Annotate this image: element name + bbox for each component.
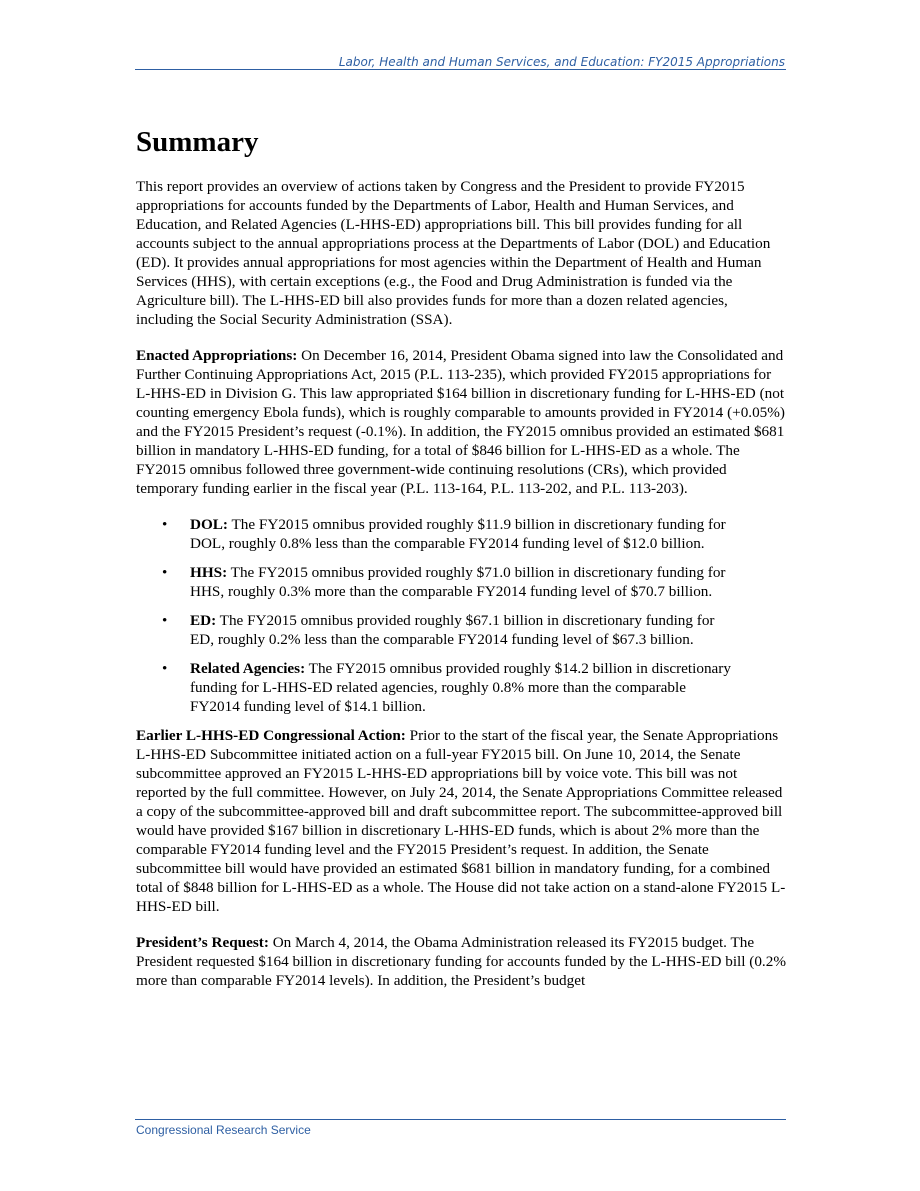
agency-bullet-list [136,515,731,716]
footer-rule [135,1119,786,1120]
enacted-label: Enacted Appropriations: [136,347,298,364]
bullet-text: The FY2015 omnibus provided roughly $11.9 billion in discretionary funding for DOL, roughly 0.8% less than the comparable FY2014 funding level of $12.0 billion. [190,516,726,552]
bullet-label: ED: [190,612,217,629]
header-rule [135,69,786,70]
footer-source: Congressional Research Service [136,1123,311,1137]
bullet-item-ed [136,611,731,649]
enacted-paragraph [136,346,786,498]
request-text: On March 4, 2014, the Obama Administration released its FY2015 budget. The President requested $164 billion in discretionary funding for accounts funded by the L-HHS-ED bill (0.2% more than comparable FY2014 levels). In addition, the President’s budget [136,934,786,989]
earlier-text: Prior to the start of the fiscal year, the Senate Appropriations L-HHS-ED Subcommittee initiated action on a full-year FY2015 bill. On June 10, 2014, the Senate subcommittee approved an FY2015 L-HHS-ED appropriations bill by voice vote. This bill was not reported by the full committee. However, on July 24, 2014, the Senate Appropriations Committee released a copy of the subcommittee-approved bill and draft subcommittee report. The subcommittee-approved bill would have provided $167 billion in discretionary L-HHS-ED funds, which is about 2% more than the comparable FY2014 funding level and the FY2015 President’s request. In addition, the Senate subcommittee bill would have provided an estimated $681 billion in mandatory funding, for a combined total of $848 billion for L-HHS-ED as a whole. The House did not take action on a stand-alone FY2015 L-HHS-ED bill. [136,727,786,915]
request-label: President’s Request: [136,934,269,951]
bullet-text: The FY2015 omnibus provided roughly $14.2 billion in discretionary funding for L-HHS-ED related agencies, roughly 0.8% more than the comparable FY2014 funding level of $14.1 billion. [190,660,731,715]
summary-body [136,177,786,1007]
bullet-icon: • [162,660,168,677]
presidents-request-paragraph [136,933,786,990]
bullet-label: Related Agencies: [190,660,306,677]
bullet-item-dol [136,515,731,553]
bullet-item-related-agencies [136,659,731,716]
earlier-label: Earlier L-HHS-ED Congressional Action: [136,727,406,744]
bullet-icon: • [162,612,168,629]
page-title: Summary [136,126,259,158]
running-header: Labor, Health and Human Services, and Education: FY2015 Appropriations [338,55,785,69]
bullet-label: DOL: [190,516,228,533]
bullet-icon: • [162,516,168,533]
enacted-text: On December 16, 2014, President Obama signed into law the Consolidated and Further Continuing Appropriations Act, 2015 (P.L. 113-235), which provided FY2015 appropriations for L-HHS-ED in Division G. This law appropriated $164 billion in discretionary funding for L-HHS-ED (not counting emergency Ebola funds), which is roughly comparable to amounts provided in FY2014 (+0.05%) and the FY2015 President’s request (-0.1%). In addition, the FY2015 omnibus provided an estimated $681 billion in mandatory L-HHS-ED funding, for a total of $846 billion for L-HHS-ED as a whole. The FY2015 omnibus followed three government-wide continuing resolutions (CRs), which provided temporary funding earlier in the fiscal year (P.L. 113-164, P.L. 113-202, and P.L. 113-203). [136,347,785,497]
bullet-item-hhs [136,563,731,601]
bullet-text: The FY2015 omnibus provided roughly $71.0 billion in discretionary funding for HHS, roughly 0.3% more than the comparable FY2014 funding level of $70.7 billion. [190,564,726,600]
intro-paragraph: This report provides an overview of actions taken by Congress and the President to provide FY2015 appropriations for accounts funded by the Departments of Labor, Health and Human Services, and Education, and Related Agencies (L-HHS-ED) appropriations bill. This bill provides funding for all accounts subject to the annual appropriations process at the Departments of Labor (DOL) and Education (ED). It provides annual appropriations for most agencies within the Department of Health and Human Services (HHS), with certain exceptions (e.g., the Food and Drug Administration is funded via the Agriculture bill). The L-HHS-ED bill also provides funds for more than a dozen related agencies, including the Social Security Administration (SSA). [136,178,771,328]
earlier-action-paragraph [136,726,786,916]
bullet-label: HHS: [190,564,228,581]
bullet-text: The FY2015 omnibus provided roughly $67.1 billion in discretionary funding for ED, roughly 0.2% less than the comparable FY2014 funding level of $67.3 billion. [190,612,715,648]
bullet-icon: • [162,564,168,581]
